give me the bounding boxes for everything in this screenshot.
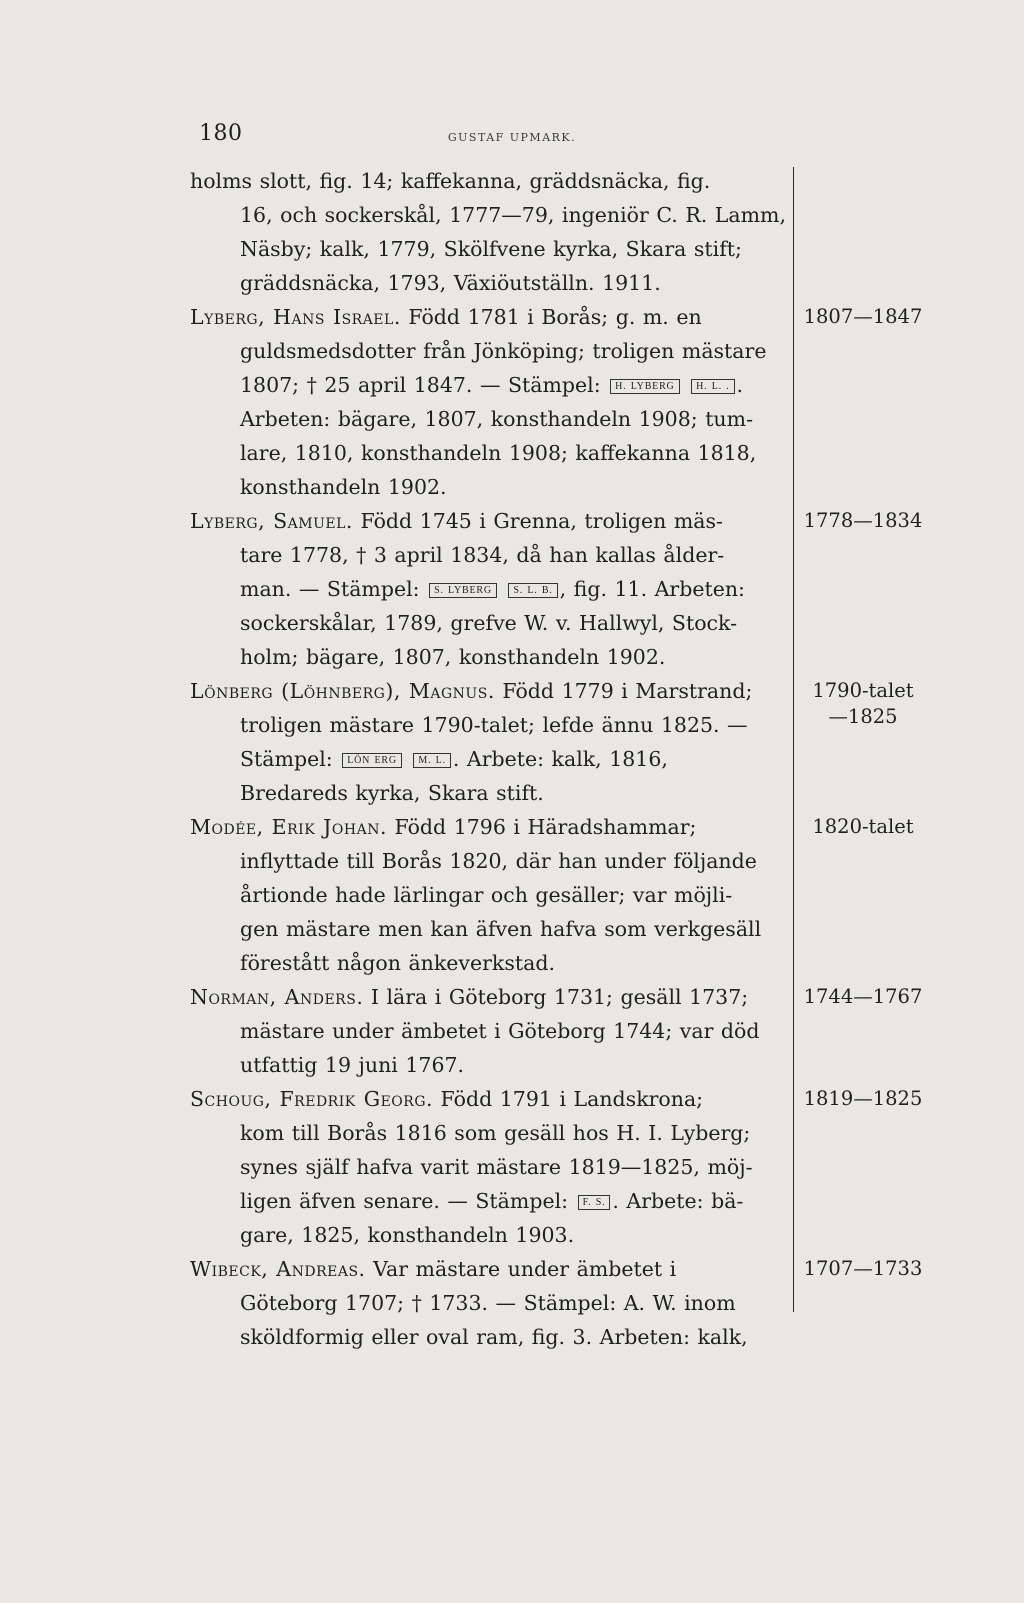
entry-line-row: [190, 504, 976, 538]
entry-text: . Arbete: kalk, 1816,: [452, 747, 668, 771]
entry-text-line: [240, 1188, 743, 1214]
entry-text-line: [240, 270, 661, 296]
entry-text-line: [240, 1222, 574, 1248]
entry-name: Lönberg (Löhnberg), Magnus.: [190, 679, 495, 703]
entry-line-row: [190, 708, 976, 742]
margin-date: 1819—1825: [803, 1087, 923, 1110]
entry-lonberg: [190, 674, 976, 810]
entry-text: årtionde hade lärlingar och gesäller; var möjli-: [240, 883, 733, 907]
entry-text: Född 1779 i Marstrand;: [494, 679, 753, 703]
margin-date: 1820-talet: [812, 815, 914, 838]
entry-schoug: [190, 1082, 976, 1252]
entry-line-row: [190, 300, 976, 334]
margin-date: 1778—1834: [803, 509, 923, 532]
entry-lyberg-hans: [190, 300, 976, 504]
entry-line-row: [190, 1150, 976, 1184]
entry-wibeck: [190, 1252, 976, 1354]
entry-line-row: [190, 810, 976, 844]
entry-text: troligen mästare 1790-talet; lefde ännu 1825. —: [240, 713, 748, 737]
entry-text: gen mästare men kan äfven hafva som verkgesäll: [240, 917, 762, 941]
entry-heading-line: [190, 304, 702, 330]
entry-text: [404, 747, 412, 771]
entry-text-line: [240, 916, 761, 942]
entry-text: Bredareds kyrka, Skara stift.: [240, 781, 544, 805]
entry-line-row: [190, 164, 976, 198]
entry-name: Schoug, Fredrik Georg.: [190, 1087, 434, 1111]
entry-text: lare, 1810, konsthandeln 1908; kaffekanna 1818,: [240, 441, 757, 465]
margin-date: 1807—1847: [803, 305, 923, 328]
entry-text-line: [240, 1154, 753, 1180]
entry-line-row: [190, 368, 976, 402]
entry-holms: [190, 164, 976, 300]
entry-text: Född 1745 i Grenna, troligen mäs-: [352, 509, 723, 533]
entry-heading-line: [190, 814, 696, 840]
entry-line-row: [190, 1286, 976, 1320]
entry-text-line: [240, 1120, 750, 1146]
entry-line-row: [190, 1218, 976, 1252]
hallmark-stamp: S. L. B.: [508, 583, 557, 598]
entry-line-row: [190, 1082, 976, 1116]
entry-line-row: [190, 912, 976, 946]
entry-list: [190, 164, 976, 1354]
entry-text-line: [240, 542, 724, 568]
entry-text: Stämpel:: [240, 747, 341, 771]
entry-heading-line: [190, 984, 748, 1010]
entry-line-row: [190, 980, 976, 1014]
entry-text: tare 1778, † 3 april 1834, då han kallas ålder-: [240, 543, 725, 567]
entry-text: Var mästare under ämbetet i: [365, 1257, 677, 1281]
entry-line-row: [190, 1014, 976, 1048]
running-header: GUSTAF UPMARK.: [447, 131, 577, 144]
entry-line-row: [190, 470, 976, 504]
entry-text: 16, och sockerskål, 1777—79, ingeniör C. R. Lamm,: [240, 203, 787, 227]
margin-date: —1825: [828, 705, 898, 728]
entry-heading-line: [190, 678, 752, 704]
entry-norman: [190, 980, 976, 1082]
hallmark-stamp: S. LYBERG: [429, 583, 497, 598]
entry-text: man. — Stämpel:: [240, 577, 428, 601]
entry-heading-line: [190, 1086, 703, 1112]
hallmark-stamp: H. L. .: [691, 379, 734, 394]
entry-line-row: [190, 1184, 976, 1218]
entry-line-row: [190, 198, 976, 232]
entry-text: gare, 1825, konsthandeln 1903.: [240, 1223, 575, 1247]
entry-line-row: [190, 266, 976, 300]
entry-text-line: [240, 1052, 464, 1078]
entry-text-line: [240, 1018, 759, 1044]
entry-text-line: [240, 746, 668, 772]
entry-line-row: [190, 1320, 976, 1354]
entry-text-line: [240, 236, 742, 262]
entry-line-row: [190, 1252, 976, 1286]
entry-text-line: [240, 372, 743, 398]
entry-name: Modée, Erik Johan.: [190, 815, 387, 839]
entry-text: ligen äfven senare. — Stämpel:: [240, 1189, 576, 1213]
entry-line-row: [190, 436, 976, 470]
entry-text: holms slott, fig. 14; kaffekanna, gräddsnäcka, fig.: [190, 169, 711, 193]
entry-text: Född 1781 i Borås; g. m. en: [400, 305, 702, 329]
entry-text-line: [240, 440, 756, 466]
entry-text: sköldformig eller oval ram, fig. 3. Arbeten: kalk,: [240, 1325, 748, 1349]
entry-text: förestått någon änkeverkstad.: [240, 951, 555, 975]
entry-text: Arbeten: bägare, 1807, konsthandeln 1908; tum-: [240, 407, 753, 431]
margin-date: 1707—1733: [803, 1257, 923, 1280]
entry-text: kom till Borås 1816 som gesäll hos H. I. Lyberg;: [240, 1121, 751, 1145]
entry-text: inflyttade till Borås 1820, där han under följande: [240, 849, 757, 873]
entry-line-row: [190, 776, 976, 810]
entry-line-row: [190, 572, 976, 606]
entry-text: mästare under ämbetet i Göteborg 1744; var död: [240, 1019, 760, 1043]
hallmark-stamp: H. LYBERG: [610, 379, 679, 394]
entry-text: konsthandeln 1902.: [240, 475, 447, 499]
entry-text-line: [240, 780, 544, 806]
hallmark-stamp: M. L.: [413, 753, 451, 768]
entry-heading-line: [190, 508, 723, 534]
entry-text-line: [240, 848, 757, 874]
entry-line-row: [190, 640, 976, 674]
entry-text: guldsmedsdotter från Jönköping; troligen mästare: [240, 339, 767, 363]
entry-line-row: [190, 606, 976, 640]
entry-text: gräddsnäcka, 1793, Växiöutställn. 1911.: [240, 271, 661, 295]
entry-text-line: [240, 1290, 736, 1316]
entry-lyberg-samuel: [190, 504, 976, 674]
entry-text-line: [240, 576, 745, 602]
entry-text-line: [240, 474, 447, 500]
entry-modee: [190, 810, 976, 980]
entry-text: Född 1796 i Häradshammar;: [386, 815, 697, 839]
entry-line-row: [190, 742, 976, 776]
entry-text: Född 1791 i Landskrona;: [433, 1087, 704, 1111]
margin-date: 1790-talet: [812, 679, 914, 702]
entry-heading-line: [190, 168, 710, 194]
entry-line-row: [190, 334, 976, 368]
margin-date: 1744—1767: [803, 985, 923, 1008]
hallmark-stamp: F. S.: [578, 1195, 611, 1210]
page-number: 180: [199, 121, 243, 146]
entry-text: 1807; † 25 april 1847. — Stämpel:: [240, 373, 609, 397]
entry-text: Näsby; kalk, 1779, Skölfvene kyrka, Skara stift;: [240, 237, 742, 261]
entry-line-row: [190, 1116, 976, 1150]
entry-line-row: [190, 1048, 976, 1082]
hallmark-stamp: LÖN ERG: [342, 753, 402, 768]
entry-line-row: [190, 402, 976, 436]
entry-text: utfattig 19 juni 1767.: [240, 1053, 465, 1077]
entry-text: , fig. 11. Arbeten:: [559, 577, 745, 601]
entry-text: synes själf hafva varit mästare 1819—1825, möj-: [240, 1155, 753, 1179]
entry-line-row: [190, 232, 976, 266]
entry-name: Lyberg, Hans Israel.: [190, 305, 401, 329]
entry-line-row: [190, 878, 976, 912]
entry-name: Norman, Anders.: [190, 985, 364, 1009]
entry-text-line: [240, 406, 753, 432]
entry-text: .: [736, 373, 744, 397]
entry-text-line: [240, 882, 732, 908]
entry-line-row: [190, 946, 976, 980]
entry-text: [682, 373, 690, 397]
entry-text-line: [240, 712, 748, 738]
entry-text: Göteborg 1707; † 1733. — Stämpel: A. W. inom: [240, 1291, 736, 1315]
entry-text-line: [240, 610, 737, 636]
entry-text: I lära i Göteborg 1731; gesäll 1737;: [363, 985, 749, 1009]
entry-line-row: [190, 538, 976, 572]
entry-text-line: [240, 202, 786, 228]
entry-text: [499, 577, 507, 601]
entry-text: sockerskålar, 1789, grefve W. v. Hallwyl, Stock-: [240, 611, 738, 635]
entry-heading-line: [190, 1256, 676, 1282]
entry-text-line: [240, 644, 665, 670]
entry-text-line: [240, 950, 555, 976]
entry-line-row: [190, 844, 976, 878]
entry-name: Wibeck, Andreas.: [190, 1257, 366, 1281]
entry-text-line: [240, 1324, 748, 1350]
entry-name: Lyberg, Samuel.: [190, 509, 353, 533]
entry-text-line: [240, 338, 766, 364]
entry-text: . Arbete: bä-: [612, 1189, 744, 1213]
entry-text: holm; bägare, 1807, konsthandeln 1902.: [240, 645, 666, 669]
